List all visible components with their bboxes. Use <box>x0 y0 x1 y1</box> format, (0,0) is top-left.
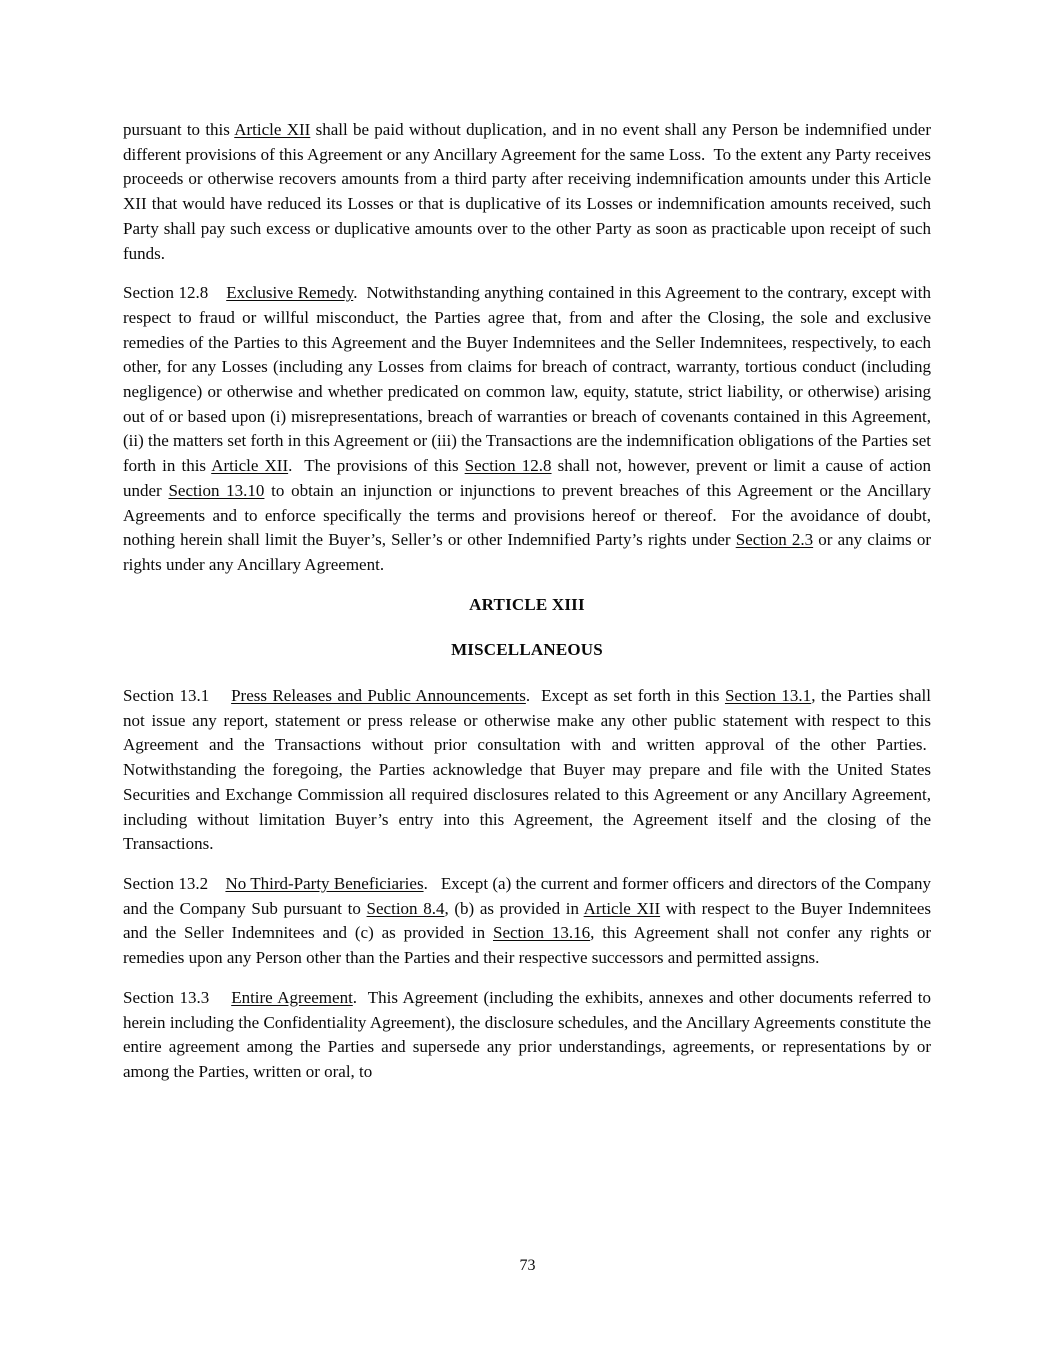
text-run: . The provisions of this <box>288 456 465 476</box>
text-run: Section 13.1 <box>123 686 232 706</box>
cross-reference-underlined: No Third-Party Beneficiaries <box>225 873 424 893</box>
cross-reference-underlined: Section 12.8 <box>464 456 552 476</box>
heading-miscellaneous <box>123 638 931 663</box>
paragraph-indemnification-continuation <box>123 118 931 266</box>
cross-reference-underlined: Section 2.3 <box>735 530 814 550</box>
cross-reference-underlined: Press Releases and Public Announcements <box>231 686 526 706</box>
text-run: MISCELLANEOUS <box>451 640 603 660</box>
page-number: 73 <box>519 1257 536 1274</box>
text-run: Section 12.8 <box>123 283 227 303</box>
cross-reference-underlined: Section 13.1 <box>724 686 812 706</box>
text-run: shall be paid without duplication, and in no event shall any Person be indemnified under different provisions of this Agreement or any Ancillary Agreement for the same Loss. To the extent any Party receives proceeds or otherwise recovers amounts from a third party after receiving indemnification amounts under this Article XII that would have reduced its Losses or that is duplicative of its Losses or indemnification amounts received, such Party shall pay such excess or duplicative amounts over to the other Party as soon as practicable upon receipt of such funds. <box>123 120 931 263</box>
heading-article-xiii <box>123 593 931 618</box>
text-run: ARTICLE XIII <box>469 594 585 614</box>
text-run: , this Agreement shall not confer any rights or remedies upon any Person other than the Parties and their respective successors and permitted assigns. <box>123 923 932 968</box>
cross-reference-underlined: Article XII <box>211 456 289 476</box>
text-run: pursuant to this <box>123 120 235 139</box>
cross-reference-underlined: Entire Agreement <box>231 987 353 1007</box>
cross-reference-underlined: Article XII <box>583 898 661 918</box>
text-run: , (b) as provided in <box>444 898 584 918</box>
text-run: Section 13.3 <box>123 987 232 1007</box>
text-run: Section 13.2 <box>123 873 226 893</box>
document-body <box>123 118 931 1100</box>
text-run: , the Parties shall not issue any report, statement or press release or otherwise make any other public statement with respect to this Agreement and the Transactions without prior consultation with and written approval of the other Parties. Notwithstanding the foregoing, the Parties acknowledge that Buyer may prepare and file with the United States Securities and Exchange Commission all required disclosures related to this Agreement or any Ancillary Agreement, including without limitation Buyer’s entry into this Agreement, the Agreement itself and the closing of the Transactions. <box>123 686 931 854</box>
text-run: . This Agreement (including the exhibits, annexes and other documents referred to herein including the Confidentiality Agreement), the disclosure schedules, and the Ancillary Agreements constitute the entire agreement among the Parties and supersede any prior understandings, agreements, or representations by or among the Parties, written or oral, to <box>123 987 931 1081</box>
cross-reference-underlined: Exclusive Remedy <box>226 283 354 303</box>
paragraph-section-12-8-exclusive-remedy <box>123 281 931 577</box>
paragraph-section-13-2-no-third-party-beneficiaries <box>123 872 931 971</box>
cross-reference-underlined: Section 13.16 <box>492 923 591 943</box>
cross-reference-underlined: Section 13.10 <box>168 480 265 500</box>
paragraph-section-13-1-press-releases <box>123 684 931 857</box>
text-run: with respect to the Buyer Indemnitees and the Seller Indemnitees and (c) as provided in <box>123 898 931 943</box>
text-run: shall not, however, prevent or limit a cause of action under <box>123 456 931 500</box>
paragraph-section-13-3-entire-agreement <box>123 986 931 1085</box>
text-run: . Notwithstanding anything contained in this Agreement to the contrary, except with respect to fraud or willful misconduct, the Parties agree that, from and after the Closing, the sole and exclusive remedies of the Parties to this Agreement and the Buyer Indemnitees and the Seller Indemnitees, respectively, to each other, for any Losses (including any Losses from claims for breach of contract, warranty, tortious conduct (including negligence) or otherwise and whether predicated on common law, equity, statute, strict liability, or otherwise) arising out of or based upon (i) misrepresentations, breach of warranties or breach of covenants contained in this Agreement, (ii) the matters set forth in this Agreement or (iii) the Transactions are the indemnification obligations of the Parties set forth in this <box>123 283 931 476</box>
text-run: . Except as set forth in this <box>525 686 725 706</box>
cross-reference-underlined: Article XII <box>234 120 311 139</box>
text-run: . Except (a) the current and former officers and directors of the Company and the Company Sub pursuant to <box>123 873 931 918</box>
cross-reference-underlined: Section 8.4 <box>366 898 445 918</box>
text-run: or any claims or rights under any Ancillary Agreement. <box>123 530 931 574</box>
text-run: to obtain an injunction or injunctions to prevent breaches of this Agreement or the Ancillary Agreements and to enforce specifically the terms and provisions hereof or thereof. For the avoidance of doubt, nothing herein shall limit the Buyer’s, Seller’s or other Indemnified Party’s rights under <box>123 480 931 550</box>
